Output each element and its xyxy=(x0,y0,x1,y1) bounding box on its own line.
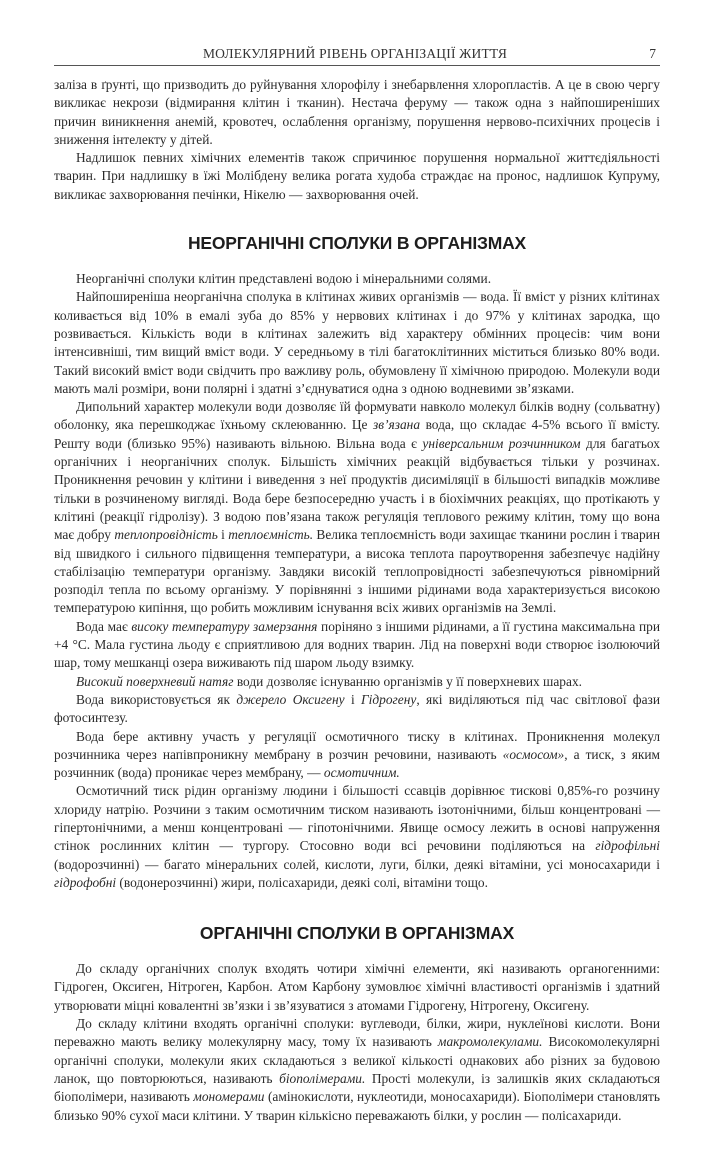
italic-term: зв’язана xyxy=(373,417,421,433)
italic-term: осмотичним. xyxy=(323,765,400,781)
paragraph xyxy=(54,673,660,691)
text: води дозволяє існуванню організмів у її поверхневих шарах. xyxy=(233,673,582,689)
book-page xyxy=(54,0,660,1155)
text: (амінокислоти, нуклеотиди, моносахариди). Біополімери становлять близько 90% сухої маси клітини. У тварин кількісно переважають білки, у рослин — полісахариди. xyxy=(54,1089,660,1123)
paragraph: Надлишок певних хімічних елементів також спричинює порушення нормальної життєдіяльності тварин. При надлишку в їжі Молібдену велика рогата худоба страждає на пронос, надлишок Купруму, викликає захворювання печінки, Нікелю — захворювання очей. xyxy=(54,150,660,202)
section-organic-text xyxy=(54,960,660,1125)
text: Велика теплоємність води захищає тканини рослин і тварин від швидкого і сильного підвищення температури, а висока теплота пароутворення забезпечує надійну стабілізацію температури організму. Завдяки високій теплопровідності забезпечуються рівномірний розподіл тепла по всьому організму. У порівнянні з іншими рідинами вода характеризується високою температурою кипіння, що робить можливим існування всіх живих організмів на Землі. xyxy=(54,527,660,616)
text: Вода бере активну участь у регуляції осмотичного тиску в клітинах. Проникнення молекул розчинника через напівпроникну мембрану в розчин речовини, називають xyxy=(54,728,660,762)
italic-term: макромолекулами. xyxy=(437,1034,543,1050)
italic-term: біополімерами. xyxy=(279,1070,366,1086)
text: Осмотичний тиск рідин організму людини і більшості ссавців дорівнює тискові 0,85%-го розчину хлориду натрію. Розчини з таким осмотичним тиском називають ізотонічними, більш концентровані — гіпертонічними, а менш концентровані — гіпотонічними. Явище осмосу лежить в основі напруження стінок рослинних клітин — тургору. Стосовно води всі речовини поділяються на xyxy=(54,783,660,854)
text: і xyxy=(217,527,229,543)
italic-term: гідрофобні xyxy=(54,874,117,890)
page-number: 7 xyxy=(649,46,656,61)
text: порiняно з іншими рідинами, а її густина максимальна при +4 °С. Мала густина льоду є сприятливою для водних тварин. Лід на поверхні води створює ізолюючий шар, тому мешканці озера виживають під шаром льоду взимку. xyxy=(54,618,661,671)
running-head xyxy=(54,44,660,66)
italic-term: гідрофільні xyxy=(595,838,660,854)
section-heading-inorganic: НЕОРГАНІЧНІ СПОЛУКИ В ОРГАНІЗМАХ xyxy=(187,233,527,254)
italic-term: високу температуру замерзання xyxy=(131,618,318,634)
paragraph xyxy=(54,618,660,673)
text: Дипольний характер молекули води дозволяє їй формувати навколо молекул білків водну (сольватну) оболонку, яка перешкоджає їхньому склеюванню. Це xyxy=(54,399,660,433)
text: Вода має xyxy=(76,618,132,634)
italic-term: мономерами xyxy=(193,1089,265,1105)
text: (водорозчинні) — багато мінеральних солей, кислоти, луги, білки, деякі вітаміни, усі моносахариди і xyxy=(54,856,660,872)
section-inorganic-text xyxy=(54,270,660,892)
italic-term: теплопровідність xyxy=(114,527,218,543)
text: , які виділяються під час світлової фази фотосинтезу. xyxy=(54,691,660,726)
section-heading-organic: ОРГАНІЧНІ СПОЛУКИ В ОРГАНІЗМАХ xyxy=(199,923,515,944)
paragraph xyxy=(54,398,660,618)
text: Вода використовується як xyxy=(76,691,237,707)
text: Високомолекулярні органічні сполуки, молекули яких складаються з великої кількості однакових або різних за будовою ланок, що повторюються, називають xyxy=(54,1034,660,1086)
paragraph: Неорганічні сполуки клітин представлені водою і мінеральними солями. xyxy=(76,271,492,287)
italic-term: теплоємність. xyxy=(228,527,314,543)
text: (водонерозчинні) жири, полісахариди, деякі солі, вітаміни тощо. xyxy=(116,874,488,890)
running-head-title: МОЛЕКУЛЯРНИЙ РІВЕНЬ ОРГАНІЗАЦІЇ ЖИТТЯ xyxy=(202,46,508,61)
italic-term: джерело Оксигену xyxy=(236,691,345,707)
paragraph xyxy=(54,1015,660,1125)
italic-term: універсальним розчинником xyxy=(422,435,581,451)
paragraph: Найпоширеніша неорганічна сполука в клітинах живих організмів — вода. Її вміст у різних клітинах коливається від 10% в емалі зуба до 85% у нервових клітинах і до 97% у клітинах зародка, що розвивається. Кількість води в клітинах залежить від характеру обмінних процесів: чим вони інтенсивніші, тим вищий вміст води. У середньому в тілі багатоклітинних міститься близько 80% води. Такий високий вміст води свідчить про важливу роль, обумовлену її хімічною природою. Молекули води мають малі розміри, вони полярні і здатні з’єднуватися одна з одною водневими зв’язками. xyxy=(54,289,660,396)
italic-term: «осмосом» xyxy=(502,746,565,762)
paragraph xyxy=(54,728,660,783)
text: До складу клітини входять органічні сполуки: вуглеводи, білки, жири, нуклеїнові кислоти. Вони переважно мають велику молекулярну масу, тому їх називають xyxy=(54,1016,660,1050)
text: Прості молекули, із залишків яких складаються біополімери, називають xyxy=(54,1070,660,1105)
text: , а тиск, з яким розчинник (вода) проникає через мембрану, — xyxy=(54,746,660,781)
paragraph: заліза в ґрунті, що призводить до руйнування хлорофілу і знебарвлення хлоропластів. А це в свою чергу викликає некрози (відмирання клітин і тканин). Нестача феруму — також одна з найпоширеніших причин виникнення анемій, кровотеч, ослаблення організму, порушення нервово-психічних процесів і зниження інтелекту у дітей. xyxy=(54,77,660,147)
intro-text xyxy=(54,76,660,204)
italic-term: Гідрогену xyxy=(361,691,417,707)
paragraph: До складу органічних сполук входять чотири хімічні елементи, які називають органогенними: Гідроген, Оксиген, Нітроген, Карбон. Атом Карбону зумовлює хімічні властивості організмів і здатний утворювати міцні ковалентні зв’язки і зв’язуватися з атомами Гідрогену, Нітрогену, Оксигену. xyxy=(54,961,660,1013)
italic-term: Високий поверхневий натяг xyxy=(76,673,234,689)
text: і xyxy=(344,691,362,707)
paragraph xyxy=(54,691,660,728)
text: вода, що складає 4-5% всього її вмісту. Решту води (близько 95%) називають вільною. Вільна вода є xyxy=(54,417,661,451)
text: для багатьох органічних і неорганічних сполук. Більшість хімічних реакцій відбувається тільки у розчинах. Проникнення речовин у клітини і виведення з неї продуктів дисиміляції в більшості випадків можливе тільки в розчиненому вигляді. Вода бере безпосередню участь і в біохімчних реакціях, що протікають у клітині (реакції гідролізу). З водою пов’язана також регуляція теплового режиму клітин, тому що вона має добру xyxy=(54,435,660,543)
paragraph xyxy=(54,782,660,892)
